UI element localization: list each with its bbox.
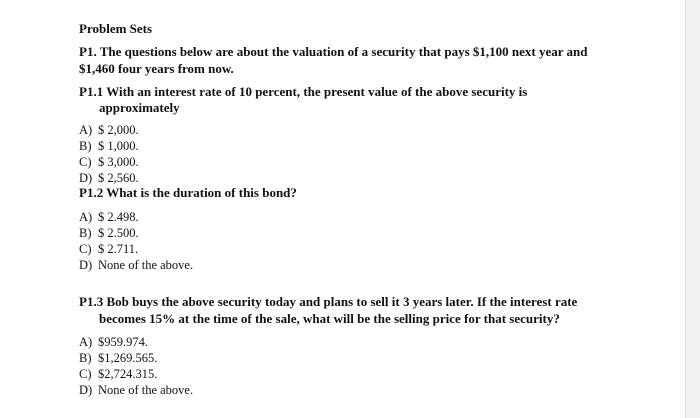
- option-p1-1-d: D) $ 2,560.: [79, 171, 139, 185]
- problem-p1-line-2: $1,460 four years from now.: [79, 61, 234, 76]
- side-scroll-bar[interactable]: [685, 0, 700, 418]
- question-p1-2: P1.2 What is the duration of this bond?: [79, 185, 297, 200]
- option-p1-2-c: C) $ 2.711.: [79, 242, 139, 256]
- question-p1-1-line-1: P1.1 With an interest rate of 10 percent, the present value of the above security is: [79, 84, 528, 99]
- option-p1-1-c: C) $ 3,000.: [79, 155, 139, 169]
- question-p1-3-line-1: P1.3 Bob buys the above security today and plans to sell it 3 years later. If the interest rate: [79, 294, 578, 309]
- question-p1-3-line-2: becomes 15% at the time of the sale, what will be the selling price for that security?: [99, 311, 560, 326]
- option-p1-2-d: D) None of the above.: [79, 258, 194, 272]
- option-p1-3-b: B) $1,269.565.: [79, 351, 158, 365]
- problem-p1-line-1: P1. The questions below are about the valuation of a security that pays $1,100 next year and: [79, 44, 588, 59]
- option-p1-3-d: D) None of the above.: [79, 383, 194, 397]
- option-p1-1-b: B) $ 1,000.: [79, 139, 139, 153]
- option-p1-3-c: C) $2,724.315.: [79, 367, 158, 381]
- option-p1-3-a: A) $959.974.: [79, 335, 148, 349]
- page-heading: Problem Sets: [79, 21, 153, 36]
- option-p1-2-a: A) $ 2.498.: [79, 210, 139, 224]
- option-p1-2-b: B) $ 2.500.: [79, 226, 139, 240]
- option-p1-1-a: A) $ 2,000.: [79, 123, 139, 137]
- question-p1-1-line-2: approximately: [99, 100, 180, 115]
